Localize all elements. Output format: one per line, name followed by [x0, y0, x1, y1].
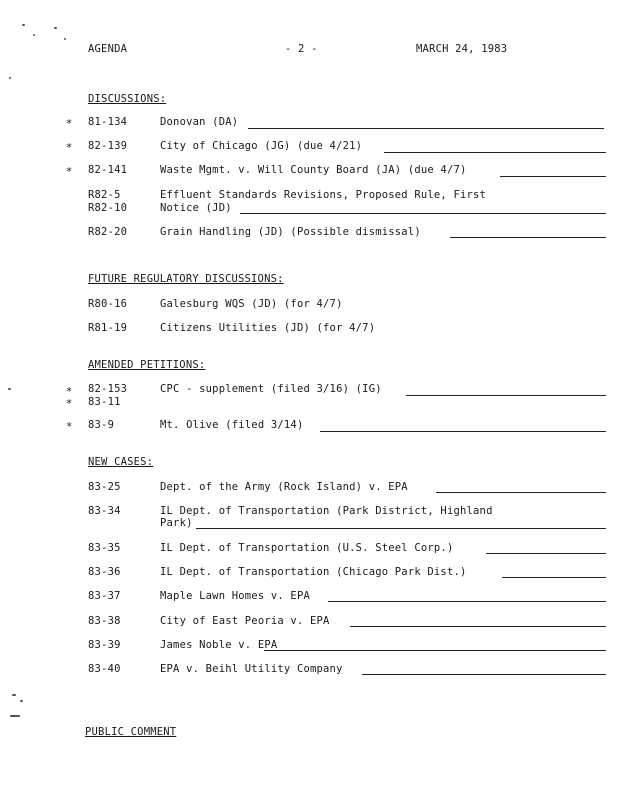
case-number: 83-37 [88, 590, 121, 602]
asterisk: * [66, 142, 73, 154]
scan-speck [33, 34, 35, 36]
case-description: CPC - supplement (filed 3/16) (IG) [160, 383, 382, 395]
blank-line [384, 152, 606, 153]
case-description: Galesburg WQS (JD) (for 4/7) [160, 298, 343, 310]
case-description: City of East Peoria v. EPA [160, 615, 330, 627]
case-description: City of Chicago (JG) (due 4/21) [160, 140, 363, 152]
case-description: Park) [160, 517, 193, 529]
case-description: Maple Lawn Homes v. EPA [160, 590, 310, 602]
asterisk: * [66, 118, 73, 130]
scan-speck [12, 694, 16, 696]
blank-line [436, 492, 606, 493]
section-title-discussions: DISCUSSIONS: [88, 93, 167, 105]
case-number: 83-34 [88, 505, 121, 517]
asterisk: * [66, 166, 73, 178]
header-date: MARCH 24, 1983 [416, 43, 508, 55]
case-number: 83-11 [88, 396, 121, 408]
case-number: 83-40 [88, 663, 121, 675]
case-number: 81-134 [88, 116, 128, 128]
case-number: 83-39 [88, 639, 121, 651]
case-description: Citizens Utilities (JD) (for 4/7) [160, 322, 376, 334]
case-number: 83-25 [88, 481, 121, 493]
blank-line [500, 176, 606, 177]
scan-speck [64, 38, 66, 40]
blank-line [486, 553, 606, 554]
case-description: Notice (JD) [160, 202, 232, 214]
case-number: R82-5 [88, 189, 121, 201]
scan-speck [8, 388, 11, 390]
case-number: 82-141 [88, 164, 128, 176]
scan-speck [22, 24, 25, 26]
case-number: 83-9 [88, 419, 115, 431]
scan-speck [9, 77, 11, 79]
blank-line [264, 650, 606, 651]
case-description: Effluent Standards Revisions, Proposed Rule, First [160, 189, 487, 201]
blank-line [320, 431, 606, 432]
case-description: Donovan (DA) [160, 116, 239, 128]
blank-line [248, 128, 604, 129]
header-page-number: - 2 - [285, 43, 318, 55]
case-description: Mt. Olive (filed 3/14) [160, 419, 304, 431]
case-description: IL Dept. of Transportation (Park District, Highland [160, 505, 493, 517]
asterisk: * [66, 398, 73, 410]
scan-speck [54, 27, 57, 29]
case-number: 82-139 [88, 140, 128, 152]
case-description: Dept. of the Army (Rock Island) v. EPA [160, 481, 408, 493]
section-title-new-cases: NEW CASES: [88, 456, 154, 468]
case-description: Waste Mgmt. v. Will County Board (JA) (due 4/7) [160, 164, 467, 176]
case-number: R81-19 [88, 322, 128, 334]
case-number: 83-38 [88, 615, 121, 627]
blank-line [362, 674, 606, 675]
blank-line [450, 237, 606, 238]
case-description: Grain Handling (JD) (Possible dismissal) [160, 226, 421, 238]
case-description: EPA v. Beihl Utility Company [160, 663, 343, 675]
case-description: IL Dept. of Transportation (U.S. Steel Corp.) [160, 542, 454, 554]
blank-line [240, 213, 606, 214]
scan-speck [20, 700, 23, 702]
blank-line [328, 601, 606, 602]
section-title-public-comment: PUBLIC COMMENT [85, 726, 177, 738]
blank-line [502, 577, 606, 578]
case-number: R82-10 [88, 202, 128, 214]
blank-line [196, 528, 606, 529]
case-number: 83-36 [88, 566, 121, 578]
case-description: IL Dept. of Transportation (Chicago Park Dist.) [160, 566, 467, 578]
scan-speck [10, 715, 20, 717]
case-description: James Noble v. EPA [160, 639, 278, 651]
asterisk: * [66, 386, 73, 398]
header-left: AGENDA [88, 43, 128, 55]
section-title-amended-petitions: AMENDED PETITIONS: [88, 359, 206, 371]
asterisk: * [66, 421, 73, 433]
case-number: 82-153 [88, 383, 128, 395]
blank-line [350, 626, 606, 627]
case-number: R82-20 [88, 226, 128, 238]
case-number: R80-16 [88, 298, 128, 310]
blank-line [406, 395, 606, 396]
case-number: 83-35 [88, 542, 121, 554]
section-title-future-regulatory: FUTURE REGULATORY DISCUSSIONS: [88, 273, 284, 285]
